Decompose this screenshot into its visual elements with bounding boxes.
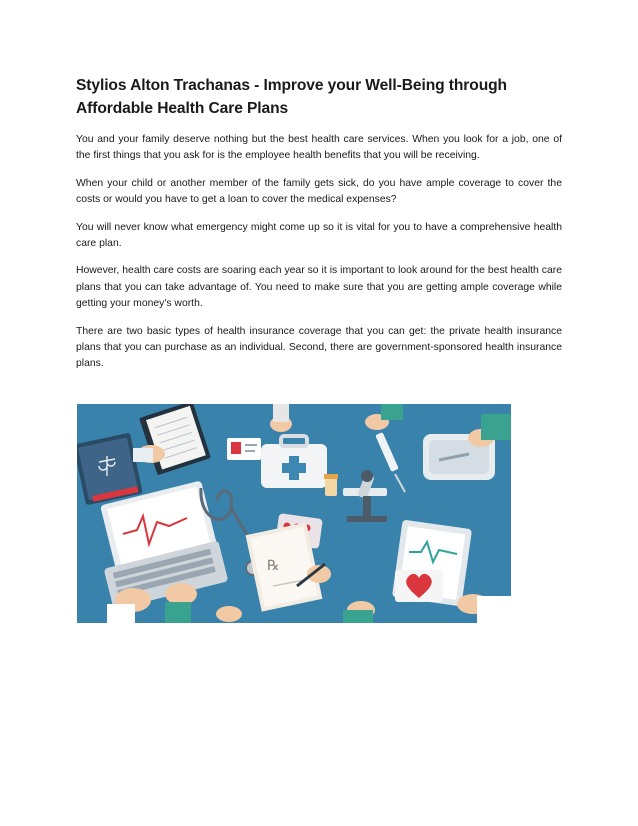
paragraph-4: However, health care costs are soaring each year so it is important to look around for the best health care plans that you can take advantage of. You need to make sure that you are getting ample coverage while getting your money's worth.	[76, 265, 562, 310]
heart-icon	[395, 570, 443, 602]
paragraph-5: There are two basic types of health insurance coverage that you can get: the private health insurance plans that you can purchase as an individual. Second, there are government-sponsored health insurance plans.	[76, 325, 562, 370]
pill-bottle-icon	[324, 474, 338, 496]
paragraph-2: When your child or another member of the family gets sick, do you have ample coverage to cover the costs or would you have to get a loan to cover the medical expenses?	[76, 177, 562, 206]
paragraph-1: You and your family deserve nothing but the best health care services. When you look for a job, one of the first things that you ask for is the employee health benefits that you will be receiving.	[76, 134, 562, 162]
paragraph-3: You will never know what emergency might come up so it is vital for you to have a comprehensive health care plan.	[76, 221, 562, 250]
svg-text:℞: ℞	[267, 559, 280, 574]
article-body	[76, 132, 562, 384]
id-badge-icon	[227, 438, 261, 460]
page-title: Stylios Alton Trachanas - Improve your Well-Being through Affordable Health Care Plans	[76, 77, 507, 117]
healthcare-illustration	[77, 404, 511, 623]
